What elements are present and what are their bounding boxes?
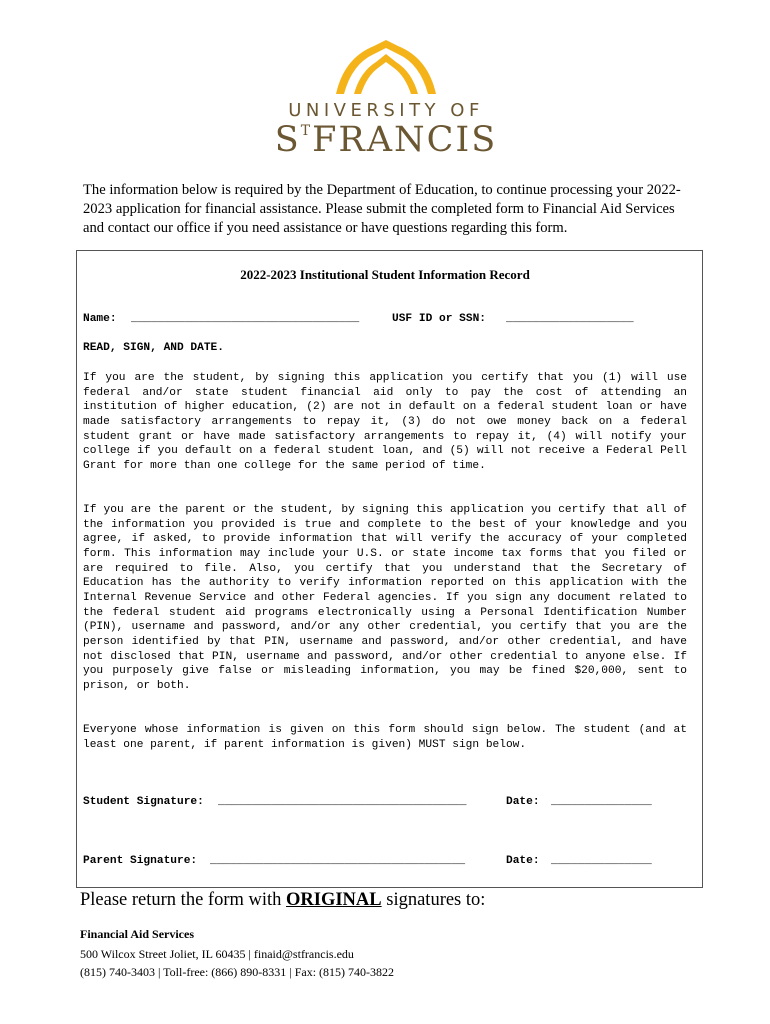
form-title: 2022-2023 Institutional Student Information Record [240, 267, 530, 282]
office-name: Financial Aid Services [80, 927, 194, 941]
signing-instruction-paragraph: Everyone whose information is given on this form should sign below. The student (and at least one parent, if parent information is given) MUST sign below. [83, 724, 687, 751]
logo-st-s: S [274, 120, 301, 160]
student-signature-field[interactable]: _____________________________________ [218, 796, 467, 808]
return-pre: Please return the form with [80, 890, 287, 910]
parent-student-certification-paragraph: If you are the parent or the student, by signing this application you certify that all of the information you provided is true and complete to the best of your knowledge and you agree, if asked, to provide information that will verify the accuracy of your completed form. This information may include your U.S. or state income tax forms that you filed or are required to file. Also, you certify that you understand that the Secretary of Education has the authority to verify information reported on this application with the Internal Revenue Service and other Federal agencies. If you sign any document related to the federal student aid programs electronically using a Personal Identification Number (PIN), username and password, and/or any other credential, you certify that you are the person identified by that PIN, username and password, and/or other credential, and have not disclosed that PIN, username and password, and/or other credential to anyone else. If you purposely give false or misleading information, you may be fined $20,000, sent to prison, or both. [83, 504, 687, 692]
instruction-heading: READ, SIGN, AND DATE. [83, 342, 224, 354]
student-date-field[interactable]: _______________ [551, 796, 652, 808]
office-address-line: 500 Wilcox Street Joliet, IL 60435 | finaid@stfrancis.edu [80, 947, 354, 961]
parent-signature-label: Parent Signature: [83, 855, 198, 867]
student-signature-label: Student Signature: [83, 796, 204, 808]
usf-id-field[interactable]: ___________________ [506, 313, 634, 325]
logo-francis: FRANCIS [312, 120, 498, 160]
office-phone-line: (815) 740-3403 | Toll-free: (866) 890-8331 | Fax: (815) 740-3822 [80, 965, 395, 979]
parent-date-field[interactable]: _______________ [551, 855, 652, 867]
logo-st-francis [248, 120, 524, 160]
return-instruction [80, 890, 485, 911]
logo-st-t: T [300, 123, 311, 139]
usf-id-label: USF ID or SSN: [392, 313, 486, 325]
student-certification-paragraph: If you are the student, by signing this application you certify that you (1) will use federal and/or state student financial aid only to pay the cost of attending an institution of higher education, (2) are not in default on a federal student loan or have made satisfactory arrangements to repay it, (3) do not owe money back on a federal student grant or have made satisfactory arrangements to repay it, (4) will notify your college if you default on a federal student loan, and (5) will not receive a Federal Pell Grant for more than one college for the same period of time. [83, 372, 687, 472]
name-field[interactable]: __________________________________ [131, 313, 360, 325]
student-date-label: Date: [506, 796, 540, 808]
return-post: signatures to: [381, 890, 486, 910]
parent-date-label: Date: [506, 855, 540, 867]
university-logo [248, 38, 524, 168]
arch-logo-icon [248, 38, 524, 98]
name-label: Name: [83, 313, 117, 325]
intro-paragraph: The information below is required by the Department of Education, to continue processing your 2022-2023 application for financial assistance. Please submit the completed form to Financial Aid Services and contact our office if you need assistance or have questions regarding this form. [83, 182, 681, 236]
parent-signature-field[interactable]: ______________________________________ [210, 855, 466, 867]
return-original-emphasis: ORIGINAL [286, 890, 382, 910]
logo-university-of: UNIVERSITY OF [288, 100, 484, 121]
